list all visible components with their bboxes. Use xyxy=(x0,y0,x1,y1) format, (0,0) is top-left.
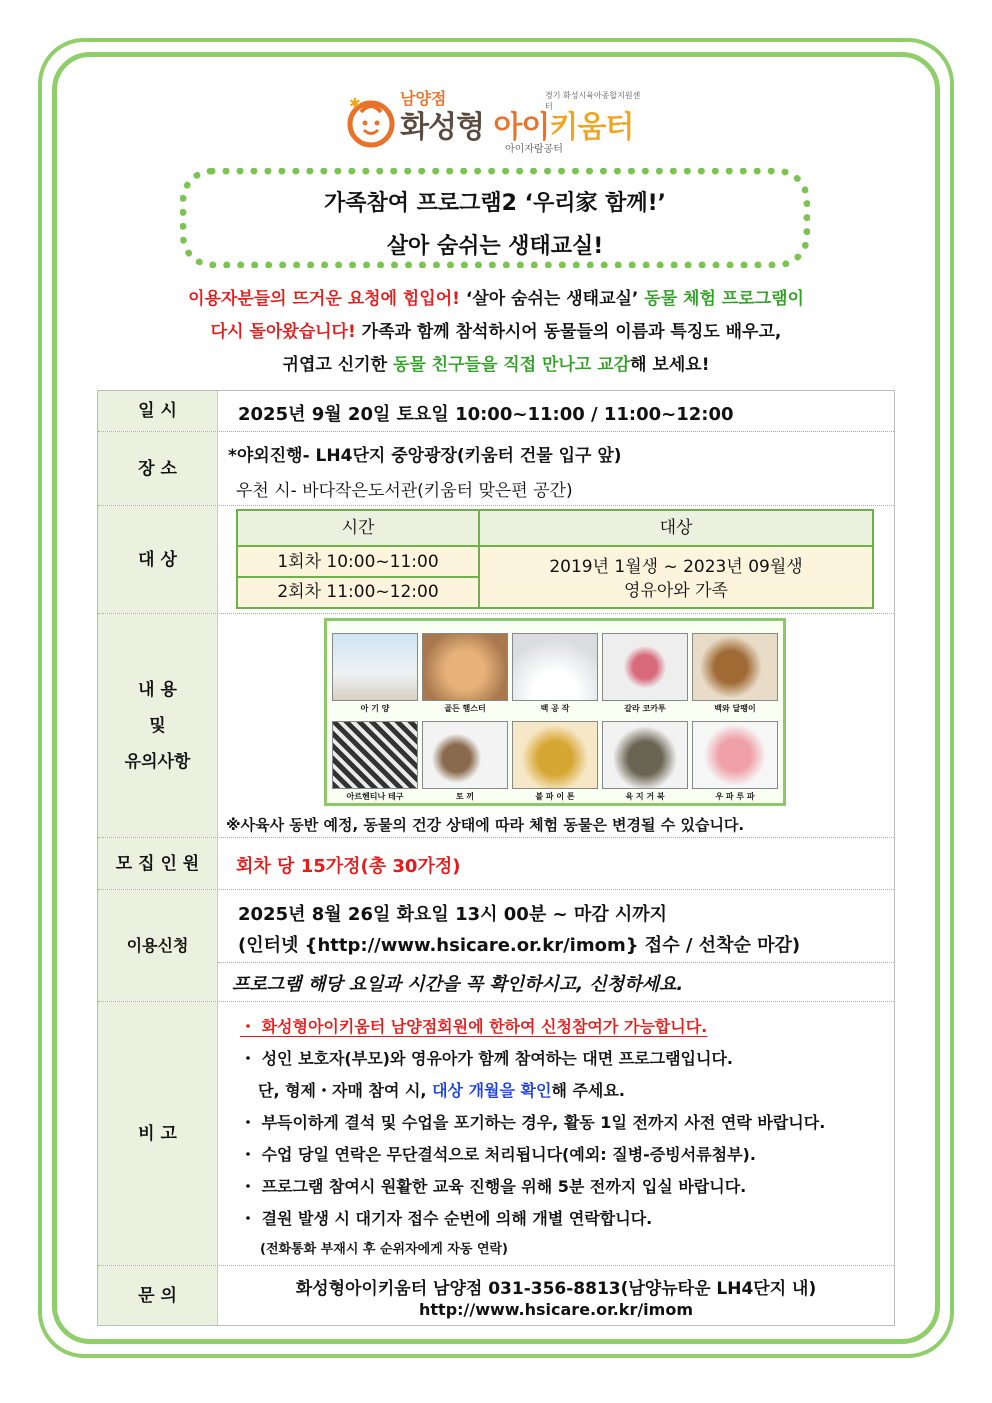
tegu-photo xyxy=(332,721,418,789)
animal-label-6: 아르헨티나 테구 xyxy=(346,792,404,801)
row-recruit xyxy=(98,838,894,890)
tortoise-photo xyxy=(602,721,688,789)
contact-line1: 화성형아이키움터 남양점 031-356-8813(남양뉴타운 LH4단지 내) xyxy=(295,1279,817,1299)
animal-label-4: 갈라 코카투 xyxy=(624,704,666,713)
label-content-2: 및 xyxy=(149,715,166,736)
label-remark: 비 고 xyxy=(98,1002,218,1265)
intro-line3: 귀엽고 신기한 동물 친구들을 직접 만나고 교감해 보세요! xyxy=(282,355,710,375)
apply-note: 프로그램 해당 요일과 시간을 꼭 확인하시고, 신청하세요. xyxy=(232,974,684,995)
label-content-3: 유의사항 xyxy=(124,751,191,772)
cockatoo-photo xyxy=(602,633,688,701)
contact-url[interactable]: http://www.hsicare.or.kr/imom xyxy=(419,1300,693,1319)
animal-label-9: 육 지 거 북 xyxy=(625,792,665,801)
label-target: 대 상 xyxy=(98,506,218,613)
content-note: ※사육사 동반 예정, 동물의 건강 상태에 따라 체험 동물은 변경될 수 있습니다. xyxy=(226,816,745,834)
row-target xyxy=(98,506,894,614)
rabbit-photo xyxy=(422,721,508,789)
sched-head-time: 시간 xyxy=(238,511,480,547)
remark-7: ・ 결원 발생 시 대기자 접수 순번에 의해 개별 연락합니다. xyxy=(240,1209,653,1228)
animal-label-8: 볼 파 이 톤 xyxy=(535,792,575,801)
remark-6: ・ 프로그램 참여시 원활한 교육 진행을 위해 5분 전까지 입실 바랍니다. xyxy=(240,1177,747,1196)
peacock-photo xyxy=(512,633,598,701)
recruit-value: 회차 당 15가정(총 30가정) xyxy=(236,856,461,877)
remark-8: (전화통화 부재시 후 순위자에게 자동 연락) xyxy=(260,1242,508,1257)
snail-photo xyxy=(692,633,778,701)
schedule-table xyxy=(236,509,874,609)
label-content xyxy=(98,614,218,837)
label-apply: 이용신청 xyxy=(98,890,218,1001)
logo-org: 경기 화성시육아종합지원센터 xyxy=(545,91,641,111)
smiley-logo-icon xyxy=(345,96,397,148)
row-remark xyxy=(98,1002,894,1266)
sched-target xyxy=(480,547,872,607)
intro-line2: 다시 돌아왔습니다! 가족과 함께 참석하시어 동물들의 이름과 특징도 배우고, xyxy=(210,322,782,342)
logo xyxy=(345,82,645,162)
sched-row2: 2회차 11:00~12:00 xyxy=(238,578,480,607)
row-content xyxy=(98,614,894,838)
remark-4: ・ 부득이하게 결석 및 수업을 포기하는 경우, 활동 1일 전까지 사전 연락 바랍니다. xyxy=(240,1113,826,1132)
place-line2: 우천 시- 바다작은도서관(키움터 맞은편 공간) xyxy=(236,481,573,501)
animal-photo-grid xyxy=(324,618,786,806)
intro-line1: 이용자분들의 뜨거운 요청에 힘입어! ‘살아 숨쉬는 생태교실’ 동물 체험 프로그램이 xyxy=(188,289,804,309)
hamster-photo xyxy=(422,633,508,701)
remark-5: ・ 수업 당일 연락은 무단결석으로 처리됩니다(예외: 질병-증빙서류첨부). xyxy=(240,1145,756,1164)
label-content-1: 내 용 xyxy=(138,679,177,700)
label-recruit: 모 집 인 원 xyxy=(98,838,218,889)
remark-3: 단, 형제・자매 참여 시, 대상 개월을 확인해 주세요. xyxy=(258,1081,625,1100)
animal-label-10: 우 파 루 파 xyxy=(715,792,755,801)
logo-name: 화성형 아이키움터 xyxy=(400,110,634,145)
info-table xyxy=(97,390,895,1326)
label-date: 일 시 xyxy=(98,391,218,431)
animal-label-3: 백 공 작 xyxy=(540,704,570,713)
apply-line2: (인터넷 {http://www.hsicare.or.kr/imom} 접수 / 선착순 마감) xyxy=(238,935,801,956)
sched-target-line1: 2019년 1월생 ~ 2023년 09월생 xyxy=(549,557,803,577)
row-contact xyxy=(98,1266,894,1325)
title-line1: 가족참여 프로그램2 ‘우리家 함께!’ xyxy=(323,191,667,216)
axolotl-photo xyxy=(692,721,778,789)
sched-target-line2: 영유아와 가족 xyxy=(624,581,728,601)
row-place xyxy=(98,432,894,506)
sched-row1: 1회차 10:00~11:00 xyxy=(238,547,480,578)
sched-head-target: 대상 xyxy=(480,511,872,547)
row-apply xyxy=(98,890,894,1002)
date-value: 2025년 9월 20일 토요일 10:00~11:00 / 11:00~12:00 xyxy=(238,404,734,425)
logo-branch: 남양점 xyxy=(400,89,447,108)
remark-2: ・ 성인 보호자(부모)와 영유아가 함께 참여하는 대면 프로그램입니다. xyxy=(240,1049,734,1068)
svg-text:✱: ✱ xyxy=(349,96,361,112)
animal-label-1: 아 기 양 xyxy=(360,704,390,713)
remark-1: ・ 화성형아이키움터 남양점회원에 한하여 신청참여가 가능합니다. xyxy=(240,1017,708,1036)
label-contact: 문 의 xyxy=(98,1266,218,1325)
logo-sub: 아이자람공터 xyxy=(505,144,563,155)
python-photo xyxy=(512,721,598,789)
place-line1: *야외진행- LH4단지 중앙광장(키움터 건물 입구 앞) xyxy=(228,446,622,466)
title-line2: 살아 숨쉬는 생태교실! xyxy=(386,234,604,259)
lamb-photo xyxy=(332,633,418,701)
row-date xyxy=(98,391,894,432)
label-place: 장 소 xyxy=(98,432,218,505)
animal-label-7: 토 끼 xyxy=(455,792,475,801)
animal-label-5: 백와 달팽이 xyxy=(714,704,756,713)
animal-label-2: 골든 햄스터 xyxy=(444,704,486,713)
apply-line1: 2025년 8월 26일 화요일 13시 00분 ~ 마감 시까지 xyxy=(238,904,668,925)
